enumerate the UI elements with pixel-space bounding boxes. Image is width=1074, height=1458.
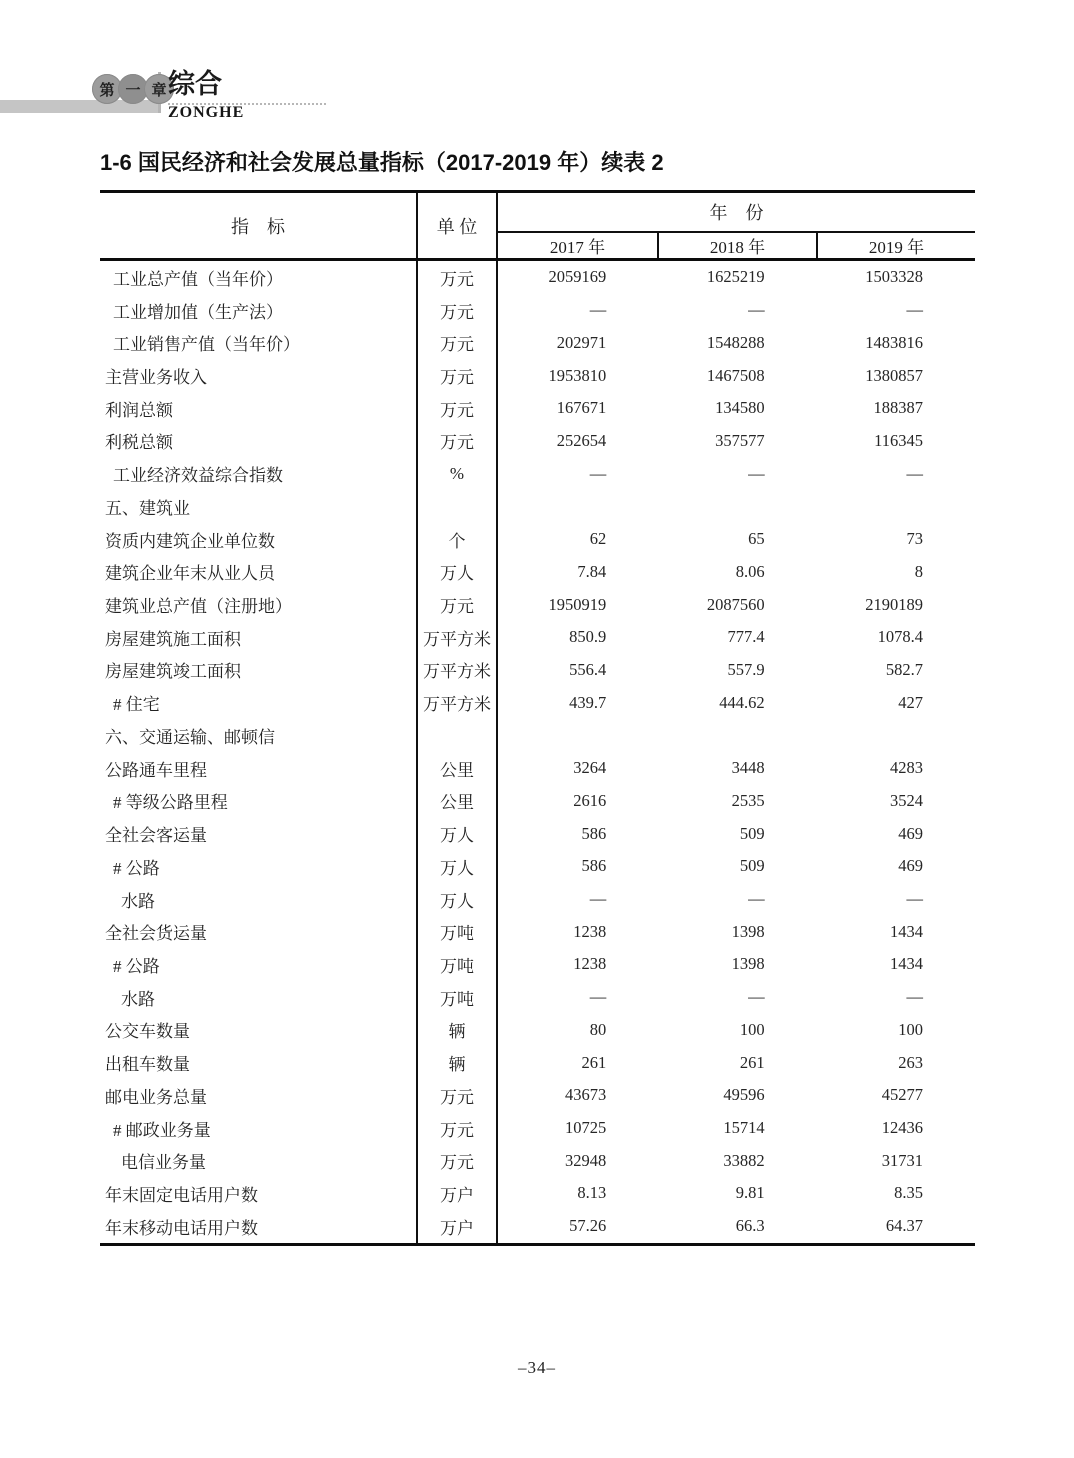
- unit-cell: 万元: [416, 392, 498, 425]
- unit-cell: 万平方米: [416, 621, 498, 654]
- unit-cell: 万平方米: [416, 686, 498, 719]
- value-2017: 62: [589, 529, 607, 549]
- value-2018: 777.4: [727, 627, 765, 647]
- table-row: [100, 294, 975, 327]
- value-2019: 469: [898, 856, 923, 876]
- value-2018: 33882: [723, 1150, 765, 1170]
- unit-cell: 万人: [416, 555, 498, 588]
- indicator-label: # 邮政业务量: [113, 1120, 211, 1140]
- value-2017: 556.4: [569, 659, 607, 679]
- table-row: [100, 883, 975, 916]
- unit-cell: 万元: [416, 588, 498, 621]
- value-2017: 252654: [556, 430, 607, 450]
- indicator-label: 年末移动电话用户数: [105, 1218, 258, 1238]
- indicator-label: # 公路: [113, 956, 160, 976]
- value-2019: 582.7: [885, 659, 923, 679]
- section-title-zh: 综合: [168, 69, 222, 99]
- value-2017: 8.13: [577, 1183, 607, 1203]
- value-2018: 3448: [731, 758, 765, 778]
- dotted-rule: [168, 103, 326, 105]
- table-row: [100, 588, 975, 621]
- indicator-label: 利税总额: [105, 433, 173, 453]
- value-2019: —: [906, 300, 923, 320]
- unit-cell: 万人: [416, 850, 498, 883]
- unit-cell: 万吨: [416, 915, 498, 948]
- value-2018: 2087560: [706, 594, 765, 614]
- value-2018: 557.9: [727, 659, 765, 679]
- unit-cell: 万人: [416, 817, 498, 850]
- indicator-label: # 住宅: [113, 695, 160, 715]
- value-2019: 4283: [889, 758, 923, 778]
- value-2019: 73: [906, 529, 923, 549]
- value-2019: 31731: [881, 1150, 923, 1170]
- indicator-label: 全社会货运量: [105, 924, 207, 944]
- value-2018: 261: [739, 1052, 765, 1072]
- value-2019: 8.35: [894, 1183, 923, 1203]
- value-2017: 1950919: [548, 594, 607, 614]
- table-row: [100, 1210, 975, 1243]
- unit-cell: 公里: [416, 752, 498, 785]
- header-unit: 单 位: [416, 193, 498, 258]
- value-2019: 100: [898, 1019, 923, 1039]
- value-2018: 49596: [723, 1085, 765, 1105]
- indicator-label: 工业销售产值（当年价）: [113, 335, 300, 355]
- unit-cell: 万吨: [416, 948, 498, 981]
- header-year-group: 年 份: [498, 193, 975, 233]
- value-2019: —: [906, 463, 923, 483]
- table-row: [100, 1177, 975, 1210]
- table-row: [100, 1079, 975, 1112]
- indicator-label: 工业增加值（生产法）: [113, 302, 283, 322]
- unit-cell: 万元: [416, 425, 498, 458]
- unit-cell: [416, 490, 498, 523]
- value-2019: 1078.4: [877, 627, 923, 647]
- table-row: [100, 654, 975, 687]
- indicator-label: 邮电业务总量: [105, 1087, 207, 1107]
- indicator-label: 五、建筑业: [105, 498, 190, 518]
- table-row: [100, 686, 975, 719]
- value-2018: 100: [739, 1019, 765, 1039]
- value-2018: 8.06: [735, 561, 765, 581]
- header-year-2018: 2018 年: [657, 233, 816, 258]
- indicator-label: 出租车数量: [105, 1055, 190, 1075]
- value-2017: 261: [581, 1052, 607, 1072]
- indicator-label: 公交车数量: [105, 1022, 190, 1042]
- value-2017: 32948: [565, 1150, 607, 1170]
- value-2019: —: [906, 987, 923, 1007]
- unit-cell: %: [416, 457, 498, 490]
- table-row: [100, 719, 975, 752]
- value-2017: 57.26: [569, 1216, 607, 1236]
- value-2017: 80: [589, 1019, 607, 1039]
- value-2017: 2059169: [548, 267, 607, 287]
- value-2019: 12436: [881, 1118, 923, 1138]
- indicator-label: 年末固定电话用户数: [105, 1185, 258, 1205]
- section-title-block: [168, 68, 428, 122]
- value-2018: 509: [739, 856, 765, 876]
- value-2019: 188387: [873, 398, 923, 418]
- value-2019: —: [906, 889, 923, 909]
- value-2019: 1434: [889, 954, 923, 974]
- value-2018: 1398: [731, 921, 765, 941]
- indicator-label: 公路通车里程: [105, 760, 207, 780]
- value-2019: 8: [914, 561, 923, 581]
- value-2017: 10725: [565, 1118, 607, 1138]
- table-row: [100, 785, 975, 818]
- value-2018: 15714: [723, 1118, 765, 1138]
- unit-cell: 万户: [416, 1210, 498, 1243]
- table-row: [100, 457, 975, 490]
- table-row: [100, 817, 975, 850]
- indicator-label: 主营业务收入: [105, 368, 207, 388]
- value-2019: 1483816: [865, 332, 923, 352]
- indicator-label: # 公路: [113, 858, 160, 878]
- header-year-2019: 2019 年: [816, 233, 975, 258]
- value-2017: 202971: [556, 332, 607, 352]
- header-year-2017: 2017 年: [549, 238, 606, 257]
- unit-cell: 万元: [416, 261, 498, 294]
- value-2017: 167671: [556, 398, 607, 418]
- indicator-label: 电信业务量: [121, 1153, 206, 1173]
- value-2018: 1625219: [706, 267, 765, 287]
- table-body: [100, 261, 975, 1243]
- page-number: –34–: [518, 1358, 556, 1377]
- header-year-row: [498, 233, 975, 258]
- value-2017: 439.7: [569, 692, 607, 712]
- table-row: [100, 1014, 975, 1047]
- value-2018: —: [748, 889, 765, 909]
- unit-cell: 万元: [416, 294, 498, 327]
- value-2018: 66.3: [735, 1216, 765, 1236]
- value-2019: 427: [898, 692, 923, 712]
- value-2017: —: [589, 987, 607, 1007]
- indicator-label: 建筑企业年末从业人员: [105, 564, 275, 584]
- indicator-label: 水路: [121, 989, 155, 1009]
- value-2019: 116345: [874, 430, 923, 450]
- table-row: [100, 261, 975, 294]
- value-2019: 469: [898, 823, 923, 843]
- value-2019: 2190189: [865, 594, 923, 614]
- value-2017: —: [589, 300, 607, 320]
- table-header: [100, 193, 975, 261]
- indicator-label: 房屋建筑施工面积: [105, 629, 241, 649]
- table-row: [100, 359, 975, 392]
- table-row: [100, 392, 975, 425]
- value-2019: 45277: [881, 1085, 923, 1105]
- table-row: [100, 1112, 975, 1145]
- stat-table: [100, 190, 975, 1246]
- chapter-badge-char: 一: [118, 74, 148, 104]
- value-2018: —: [748, 300, 765, 320]
- table-row: [100, 752, 975, 785]
- value-2017: 43673: [565, 1085, 607, 1105]
- unit-cell: 个: [416, 523, 498, 556]
- value-2018: 1467508: [706, 365, 765, 385]
- chapter-badge-char: 第: [92, 74, 122, 104]
- unit-cell: 万户: [416, 1177, 498, 1210]
- value-2017: 1238: [573, 921, 607, 941]
- value-2017: 7.84: [577, 561, 607, 581]
- value-2019: 1380857: [865, 365, 923, 385]
- value-2019: 1503328: [865, 267, 923, 287]
- unit-cell: 万平方米: [416, 654, 498, 687]
- table-row: [100, 490, 975, 523]
- table-title: 1-6 国民经济和社会发展总量指标（2017-2019 年）续表 2: [100, 150, 664, 175]
- value-2018: 509: [739, 823, 765, 843]
- value-2018: 9.81: [735, 1183, 765, 1203]
- unit-cell: 万元: [416, 1144, 498, 1177]
- table-row: [100, 555, 975, 588]
- value-2017: —: [589, 463, 607, 483]
- indicator-label: 六、交通运输、邮顿信: [105, 727, 275, 747]
- table-row: [100, 948, 975, 981]
- unit-cell: 万元: [416, 1112, 498, 1145]
- unit-cell: 万吨: [416, 981, 498, 1014]
- table-row: [100, 1046, 975, 1079]
- table-row: [100, 425, 975, 458]
- value-2019: 1434: [889, 921, 923, 941]
- unit-cell: 万元: [416, 359, 498, 392]
- value-2019: 64.37: [885, 1216, 923, 1236]
- unit-cell: [416, 719, 498, 752]
- value-2018: —: [748, 987, 765, 1007]
- chapter-badge: [92, 74, 170, 104]
- value-2018: 1548288: [706, 332, 765, 352]
- table-row: [100, 981, 975, 1014]
- value-2018: —: [748, 463, 765, 483]
- table-row: [100, 850, 975, 883]
- unit-cell: 辆: [416, 1046, 498, 1079]
- indicator-label: 利润总额: [105, 400, 173, 420]
- unit-cell: 万元: [416, 326, 498, 359]
- table-row: [100, 1144, 975, 1177]
- unit-cell: 万元: [416, 1079, 498, 1112]
- indicator-label: 资质内建筑企业单位数: [105, 531, 275, 551]
- value-2017: 1953810: [548, 365, 607, 385]
- section-title-en: ZONGHE: [168, 104, 245, 122]
- table-row: [100, 523, 975, 556]
- value-2018: 2535: [731, 790, 765, 810]
- value-2017: —: [589, 889, 607, 909]
- table-row: [100, 621, 975, 654]
- unit-cell: 万人: [416, 883, 498, 916]
- indicator-label: 全社会客运量: [105, 826, 207, 846]
- value-2017: 1238: [573, 954, 607, 974]
- value-2017: 3264: [573, 758, 607, 778]
- indicator-label: 房屋建筑竣工面积: [105, 662, 241, 682]
- value-2019: 3524: [889, 790, 923, 810]
- value-2018: 357577: [715, 430, 765, 450]
- value-2017: 850.9: [569, 627, 607, 647]
- indicator-label: 工业经济效益综合指数: [113, 466, 283, 486]
- value-2018: 65: [748, 529, 765, 549]
- chapter-badge-char: 章: [144, 74, 174, 104]
- indicator-label: # 等级公路里程: [113, 793, 228, 813]
- table-row: [100, 915, 975, 948]
- value-2017: 586: [581, 856, 607, 876]
- table-row: [100, 326, 975, 359]
- value-2018: 134580: [715, 398, 765, 418]
- value-2019: 263: [898, 1052, 923, 1072]
- value-2017: 586: [581, 823, 607, 843]
- indicator-label: 水路: [121, 891, 155, 911]
- value-2018: 1398: [731, 954, 765, 974]
- header-indicator: 指 标: [231, 216, 285, 237]
- value-2018: 444.62: [719, 692, 765, 712]
- unit-cell: 辆: [416, 1014, 498, 1047]
- indicator-label: 建筑业总产值（注册地）: [105, 597, 292, 617]
- indicator-label: 工业总产值（当年价）: [113, 269, 283, 289]
- unit-cell: 公里: [416, 785, 498, 818]
- value-2017: 2616: [573, 790, 607, 810]
- header-years: [498, 193, 975, 258]
